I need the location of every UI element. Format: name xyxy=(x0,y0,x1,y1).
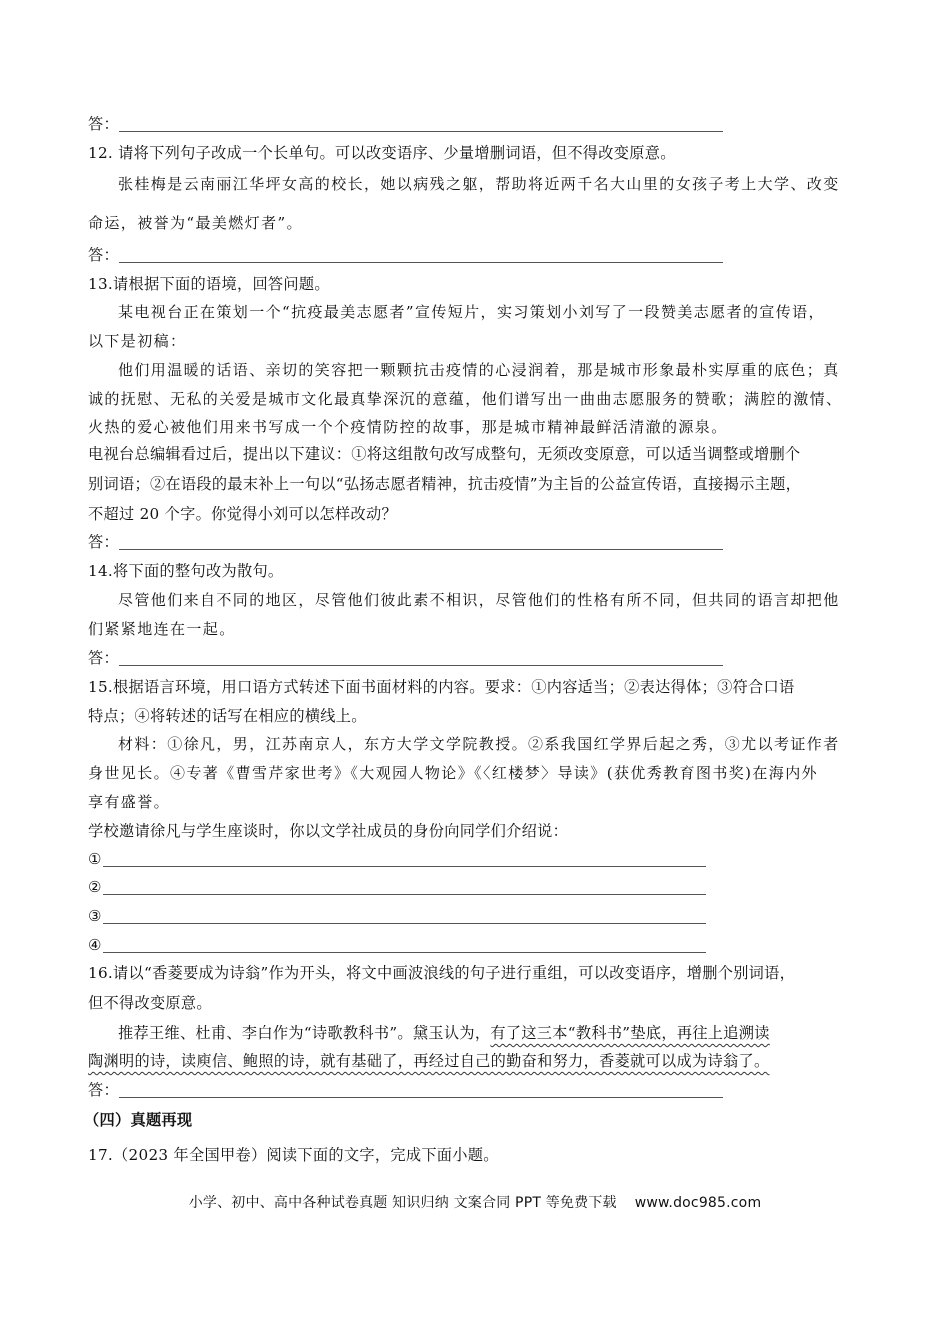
q13-draft-line3: 火热的爱心被他们用来书写成一个个疫情防控的故事，那是城市精神最鲜活清澈的源泉。 xyxy=(88,418,728,436)
q16-answer-label: 答： xyxy=(88,1081,119,1099)
q16-text-wavy-1: 有了这三本“教科书”垫底，再往上追溯读 xyxy=(490,1024,770,1042)
q16-text-line1 xyxy=(118,1023,770,1043)
q15-blank-line-3[interactable] xyxy=(103,923,706,924)
q12-prompt: 12. 请将下列句子改成一个长单句。可以改变语序、少量增删词语，但不得改变原意。 xyxy=(88,144,676,162)
q13-requirement-line3: 不超过 20 个字。你觉得小刘可以怎样改动？ xyxy=(88,505,397,523)
q12-sentence-line2: 命运，被誉为“最美燃灯者”。 xyxy=(88,214,303,232)
page-footer xyxy=(0,1192,950,1212)
q13-answer-label: 答： xyxy=(88,533,119,551)
q15-blank-line-2[interactable] xyxy=(103,894,706,895)
q15-material-line2: 身世见长。④专著《曹雪芹家世考》《大观园人物论》《〈红楼梦〉导读》(获优秀教育图书奖)在海内外 xyxy=(88,764,819,782)
footer-site-link[interactable]: www.doc985.com xyxy=(634,1195,762,1211)
q15-blank-line-1[interactable] xyxy=(103,866,706,867)
q13-answer-line[interactable] xyxy=(119,549,723,550)
q16-text-plain: 推荐王维、杜甫、李白作为“诗歌教科书”。黛玉认为， xyxy=(118,1024,491,1042)
answer-line[interactable] xyxy=(119,131,723,132)
q16-text-line2 xyxy=(88,1051,769,1071)
q14-sentence-line2: 们紧紧地连在一起。 xyxy=(88,620,236,638)
answer-label: 答： xyxy=(88,115,119,133)
q13-context-line2: 以下是初稿： xyxy=(88,332,187,350)
q13-context-line1: 某电视台正在策划一个“抗疫最美志愿者”宣传短片，实习策划小刘写了一段赞美志愿者的宣传语， xyxy=(118,303,825,321)
q12-answer-label: 答： xyxy=(88,246,119,264)
q13-draft-line1: 他们用温暖的话语、亲切的笑容把一颗颗抗击疫情的心浸润着，那是城市形象最朴实厚重的底色；真 xyxy=(118,361,840,379)
q15-prompt-line1: 15.根据语言环境，用口语方式转述下面书面材料的内容。要求：①内容适当；②表达得体；③符合口语 xyxy=(88,678,795,696)
q14-prompt: 14.将下面的整句改为散句。 xyxy=(88,562,284,580)
q14-answer-line[interactable] xyxy=(119,665,723,666)
q14-sentence-line1: 尽管他们来自不同的地区，尽管他们彼此素不相识，尽管他们的性格有所不同，但共同的语言却把他 xyxy=(118,591,840,609)
q15-scenario: 学校邀请徐凡与学生座谈时，你以文学社成员的身份向同学们介绍说： xyxy=(88,822,569,840)
q13-draft-line2: 诚的抚慰、无私的关爱是城市文化最真挚深沉的意蕴，他们谱写出一曲曲志愿服务的赞歌；满腔的激情、 xyxy=(88,390,843,408)
footer-text: 小学、初中、高中各种试卷真题 知识归纳 文案合同 PPT 等免费下载 xyxy=(188,1195,617,1211)
q15-material-line3: 享有盛誉。 xyxy=(88,793,171,811)
q16-prompt-line1: 16.请以“香菱要成为诗翁”作为开头，将文中画波浪线的句子进行重组，可以改变语序，增删个别词语， xyxy=(88,964,796,982)
q12-sentence-line1: 张桂梅是云南丽江华坪女高的校长，她以病残之躯，帮助将近两千名大山里的女孩子考上大学、改变 xyxy=(118,175,840,193)
q16-prompt-line2: 但不得改变原意。 xyxy=(88,994,212,1012)
q13-requirement-line1: 电视台总编辑看过后，提出以下建议：①将这组散句改写成整句，无须改变原意，可以适当调整或增删个 xyxy=(88,445,801,463)
q16-answer-line[interactable] xyxy=(119,1097,723,1098)
q15-prompt-line2: 特点；④将转述的话写在相应的横线上。 xyxy=(88,707,367,725)
q15-material-line1: 材料：①徐凡，男，江苏南京人，东方大学文学院教授。②系我国红学界后起之秀，③尤以考证作者 xyxy=(118,735,840,753)
q15-blank-marker-3: ③ xyxy=(88,907,102,925)
section-heading: （四）真题再现 xyxy=(84,1111,193,1129)
q12-answer-line[interactable] xyxy=(119,262,723,263)
q16-text-wavy-2: 陶渊明的诗，读庾信、鲍照的诗，就有基础了，再经过自己的勤奋和努力，香菱就可以成为诗翁了。 xyxy=(88,1052,770,1070)
q15-blank-line-4[interactable] xyxy=(103,952,706,953)
q15-blank-marker-2: ② xyxy=(88,878,102,896)
q13-prompt: 13.请根据下面的语境，回答问题。 xyxy=(88,275,330,293)
q17-prompt: 17.（2023 年全国甲卷）阅读下面的文字，完成下面小题。 xyxy=(88,1146,499,1164)
q15-blank-marker-4: ④ xyxy=(88,936,102,954)
q14-answer-label: 答： xyxy=(88,649,119,667)
q13-requirement-line2: 别词语；②在语段的最末补上一句以“弘扬志愿者精神，抗击疫情”为主旨的公益宣传语，直接揭示主题， xyxy=(88,475,802,493)
q15-blank-marker-1: ① xyxy=(88,850,102,868)
